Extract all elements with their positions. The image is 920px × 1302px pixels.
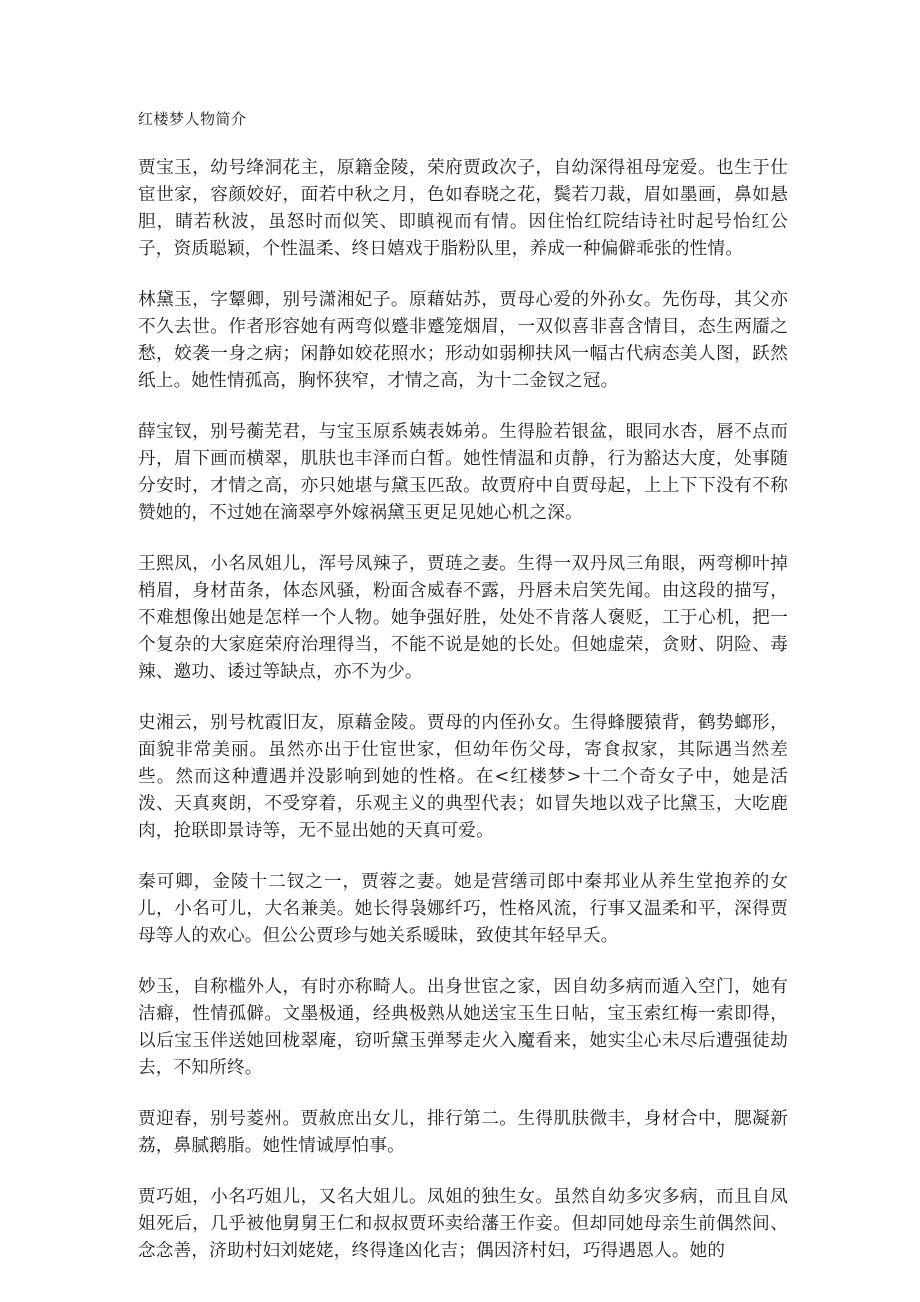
paragraph-jia-yingchun: 贾迎春，别号菱州。贾赦庶出女儿，排行第二。生得肌肤微丰，身材合中，腮凝新荔，鼻腻鹅脂。她性情诚厚怕事。 <box>138 1109 788 1156</box>
paragraph-shi-xiangyun: 史湘云，别号枕霞旧友，原藉金陵。贾母的内侄孙女。生得蜂腰猿背，鹤势螂形，面貌非常美丽。虽然亦出于仕宦世家，但幼年伤父母，寄食叔家，其际遇当然差些。然而这种遭遇并没影响到她的性格。在<红楼梦>十二个奇女子中，她是活泼、天真爽朗，不受穿着，乐观主义的典型代表；如冒失地以戏子比黛玉，大吃鹿肉，抢联即景诗等，无不显出她的天真可爱。 <box>138 713 788 841</box>
document-page <box>138 108 788 1265</box>
paragraph-miaoyu: 妙玉，自称槛外人，有时亦称畸人。出身世宦之家，因自幼多病而遁入空门，她有洁癖，性情孤僻。文墨极通，经典极熟从她送宝玉生日帖，宝玉索红梅一索即得，以后宝玉伴送她回栊翠庵，窃听黛玉弹琴走火入魔看来，她实尘心未尽后遭强徒劫去，不知所终。 <box>138 977 788 1078</box>
document-title: 红楼梦人物简介 <box>138 110 247 128</box>
paragraph-qin-keqing: 秦可卿，金陵十二钗之一，贾蓉之妻。她是营缮司郎中秦邦业从养生堂抱养的女儿，小名可儿，大名兼美。她长得袅娜纤巧，性格风流，行事又温柔和平，深得贾母等人的欢心。但公公贾珍与她关系暖昧，致使其年轻早夭。 <box>138 872 788 946</box>
paragraph-lin-daiyu: 林黛玉，字颦卿，别号潇湘妃子。原藉姑苏，贾母心爱的外孙女。先伤母，其父亦不久去世。作者形容她有两弯似蹙非蹙笼烟眉，一双似喜非喜含情目，态生两靥之愁，姣袭一身之病；闲静如姣花照水；形动如弱柳扶风一幅古代病态美人图，跃然纸上。她性情孤高，胸怀狭窄，才情之高，为十二金钗之冠。 <box>138 290 788 391</box>
paragraph-wang-xifeng: 王熙凤，小名凤姐儿，浑号凤辣子，贾琏之妻。生得一双丹凤三角眼，两弯柳叶掉梢眉，身材苗条，体态风骚，粉面含威春不露，丹唇未启笑先闻。由这段的描写，不难想像出她是怎样一个人物。她争强好胜，处处不肯落人褒贬，工于心机，把一个复杂的大家庭荣府治理得当，不能不说是她的长处。但她虚荣，贪财、阴险、毒辣、邀功、诿过等缺点，亦不为少。 <box>138 554 788 682</box>
paragraph-xue-baochai: 薛宝钗，别号蘅芜君，与宝玉原系姨表姊弟。生得脸若银盆，眼同水杏，唇不点而丹，眉下画而横翠，肌肤也丰泽而白皙。她性情温和贞静，行为豁达大度，处事随分安时，才情之高，亦只她堪与黛玉匹敌。故贾府中自贾母起，上上下下没有不称赞她的，不过她在滴翠亭外嫁祸黛玉更足见她心机之深。 <box>138 422 788 523</box>
paragraph-jia-baoyu: 贾宝玉，幼号绛洞花主，原籍金陵，荣府贾政次子，自幼深得祖母宠爱。也生于仕宦世家，容颜姣好，面若中秋之月，色如春晓之花，鬓若刀裁，眉如墨画，鼻如悬胆，睛若秋波，虽怒时而似笑、即瞋视而有情。因住怡红院结诗社时起号怡红公子，资质聪颖，个性温柔、终日嬉戏于脂粉队里，养成一种偏僻乖张的性情。 <box>138 158 788 259</box>
paragraph-jia-qiaojie: 贾巧姐，小名巧姐儿，又名大姐儿。凤姐的独生女。虽然自幼多灾多病，而且自凤姐死后，几乎被他舅舅王仁和叔叔贾环卖给藩王作妾。但却同她母亲生前偶然间、念念善，济助村妇刘姥姥，终得逢凶化吉；偶因济村妇，巧得遇恩人。她的 <box>138 1187 788 1261</box>
